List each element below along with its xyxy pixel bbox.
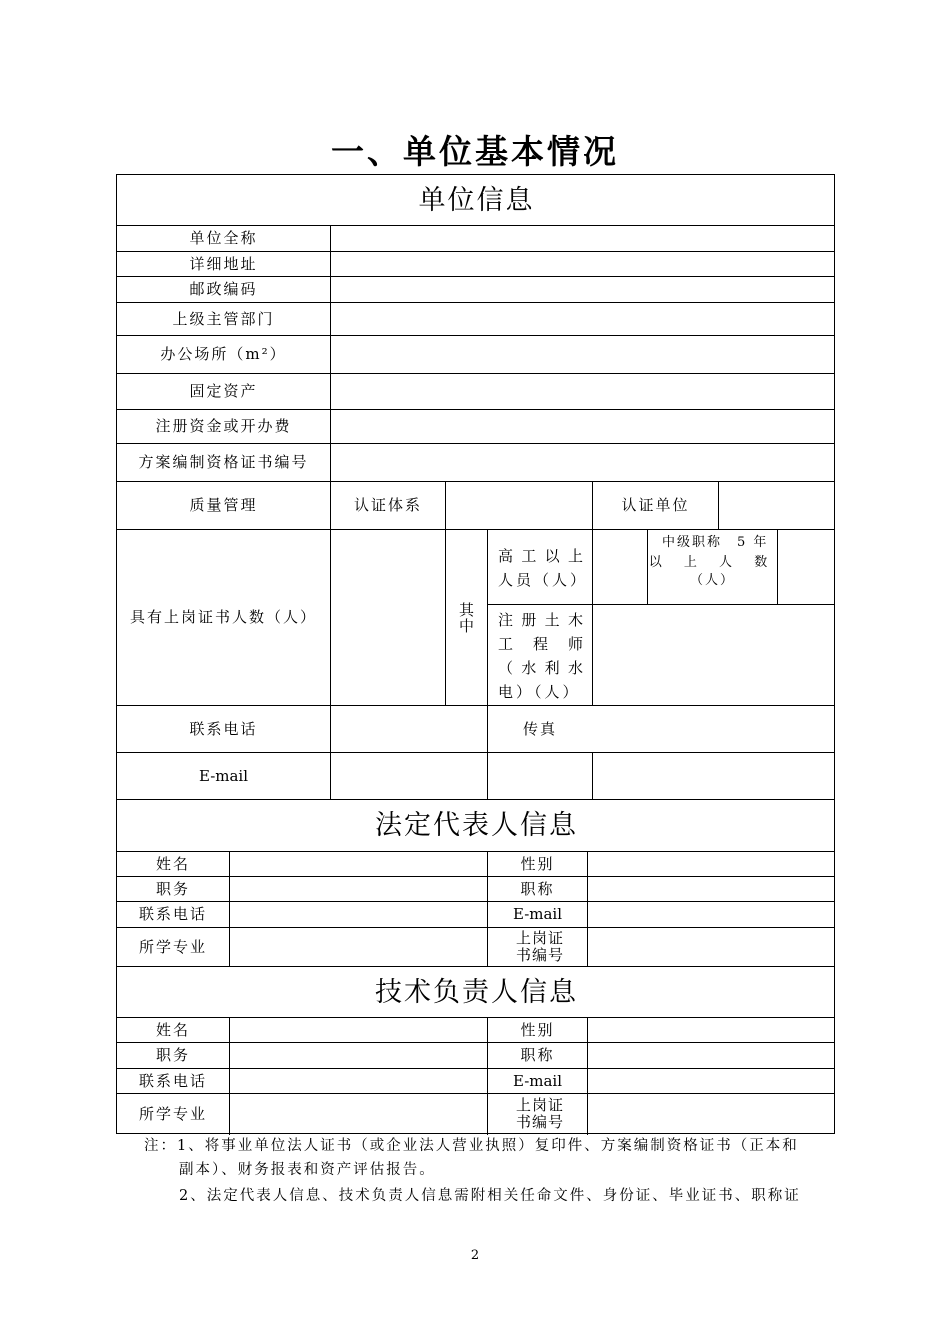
label-office-area: 办公场所（m²） — [160, 345, 287, 363]
legal-rep-title-label: 职称 — [520, 879, 555, 898]
label-fixed-assets: 固定资产 — [189, 382, 258, 400]
label-cert-system: 认证体系 — [353, 496, 422, 514]
note-line-1: 注：1、将事业单位法人证书（或企业法人营业执照）复印件、方案编制资格证书（正本和 — [144, 1138, 799, 1154]
legal-rep-phone-label: 联系电话 — [138, 905, 207, 923]
legal-rep-header: 法定代表人信息 — [375, 810, 578, 841]
legal-rep-major-label: 所学专业 — [138, 937, 207, 956]
label-full-name: 单位全称 — [189, 229, 258, 247]
label-civil-engineers: 注册土木工程师（水利水电）（人） — [498, 611, 586, 701]
page-number: 2 — [470, 1248, 480, 1263]
mid-title-line2: 以 上 人 数 — [648, 555, 777, 570]
tech-lead-title-label: 职称 — [520, 1046, 555, 1064]
label-fax: 传真 — [522, 719, 557, 738]
label-mid-title — [648, 531, 777, 603]
mid-title-line3: （人） — [689, 573, 735, 588]
tech-lead-name-label: 姓名 — [155, 1020, 190, 1039]
label-address: 详细地址 — [189, 254, 258, 273]
mid-title-line1: 中级职称 5 年 — [662, 535, 769, 550]
legal-rep-name-label: 姓名 — [155, 854, 190, 873]
tech-lead-phone-label: 联系电话 — [138, 1071, 207, 1090]
note-line-2: 副本）、财务报表和资产评估报告。 — [179, 1162, 436, 1178]
tech-lead-header: 技术负责人信息 — [375, 976, 578, 1008]
legal-rep-gender-label: 性别 — [520, 854, 555, 873]
label-cert-unit: 认证单位 — [621, 496, 690, 514]
tech-lead-major-label: 所学专业 — [138, 1104, 207, 1123]
legal-rep-cert-label: 上岗证书编号 — [515, 929, 564, 964]
legal-rep-email-label: E-mail — [512, 905, 563, 923]
legal-rep-position-label: 职务 — [155, 879, 190, 898]
label-supervisor: 上级主管部门 — [172, 309, 275, 328]
note-line-3: 2、法定代表人信息、技术负责人信息需附相关任命文件、身份证、毕业证书、职称证 — [179, 1188, 801, 1204]
label-unit-email: E-mail — [198, 766, 249, 785]
label-postal-code: 邮政编码 — [189, 280, 258, 298]
label-among: 其中 — [458, 600, 474, 635]
label-capital: 注册资金或开办费 — [155, 417, 292, 435]
label-unit-phone: 联系电话 — [189, 719, 258, 738]
unit-info-header: 单位信息 — [418, 184, 535, 216]
label-senior-engineers: 高工以上人员（人） — [498, 547, 589, 589]
label-certified-staff: 具有上岗证书人数（人） — [129, 608, 317, 626]
label-cert-no: 方案编制资格证书编号 — [138, 453, 309, 471]
tech-lead-gender-label: 性别 — [520, 1020, 555, 1039]
tech-lead-email-label: E-mail — [512, 1071, 563, 1090]
label-quality-mgmt: 质量管理 — [189, 496, 258, 514]
tech-lead-position-label: 职务 — [155, 1046, 190, 1064]
basic-info-table — [116, 174, 835, 1134]
tech-lead-cert-label: 上岗证书编号 — [515, 1096, 564, 1131]
page-title: 一、单位基本情况 — [331, 132, 619, 171]
